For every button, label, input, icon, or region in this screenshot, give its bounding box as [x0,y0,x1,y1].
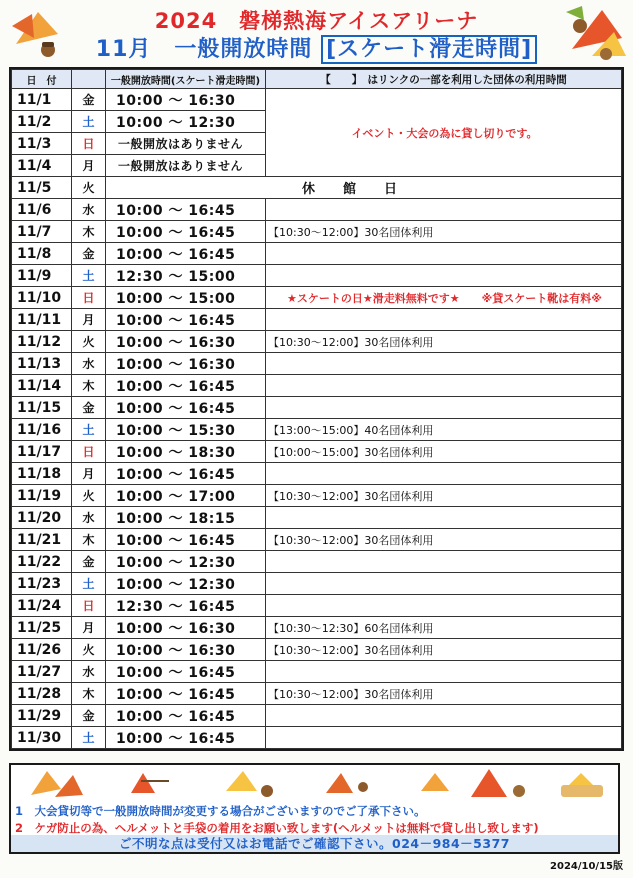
skate-time-bracket-label: [スケート滑走時間] [321,35,537,64]
day-of-week-cell: 日 [72,133,106,155]
page-subtitle [0,32,633,63]
dow-column-header [72,70,106,89]
date-cell: 11/13 [12,353,72,375]
open-time-cell: 10:00 ～ 12:30 [106,573,266,595]
date-cell: 11/17 [12,441,72,463]
group-use-note-cell: 【10:30～12:30】60名団体利用 [266,617,622,639]
open-time-cell: 10:00 ～ 17:00 [106,485,266,507]
date-cell: 11/23 [12,573,72,595]
group-use-note-cell: 【13:00～15:00】40名団体利用 [266,419,622,441]
group-use-note-cell [266,507,622,529]
open-time-cell: 10:00 ～ 12:30 [106,111,266,133]
date-cell: 11/1 [12,89,72,111]
day-of-week-cell: 火 [72,485,106,507]
day-of-week-cell: 土 [72,727,106,749]
open-time-cell: 10:00 ～ 16:45 [106,683,266,705]
date-cell: 11/21 [12,529,72,551]
page-title: 2024 磐梯熱海アイスアリーナ [154,9,479,33]
open-time-cell: 10:00 ～ 16:45 [106,375,266,397]
day-of-week-cell: 水 [72,199,106,221]
day-of-week-cell: 木 [72,221,106,243]
group-use-note-cell [266,309,622,331]
table-row [12,375,622,397]
table-row [12,661,622,683]
table-row [12,529,622,551]
group-use-note-cell [266,397,622,419]
day-of-week-cell: 木 [72,375,106,397]
group-use-note-cell: 【10:30～12:00】30名団体利用 [266,683,622,705]
table-row [12,265,622,287]
autumn-leaves-footer-decoration [21,767,611,801]
group-use-note-cell [266,727,622,749]
day-of-week-cell: 木 [72,683,106,705]
event-charter-note: イベント・大会の為に貸し切りです。 [266,89,622,177]
open-time-cell: 10:00 ～ 16:45 [106,661,266,683]
open-time-cell: 10:00 ～ 12:30 [106,551,266,573]
group-use-note-cell [266,463,622,485]
table-row [12,221,622,243]
group-use-note-cell [266,595,622,617]
open-time-cell: 10:00 ～ 16:30 [106,617,266,639]
day-of-week-cell: 土 [72,419,106,441]
open-time-cell: 10:00 ～ 18:30 [106,441,266,463]
date-cell: 11/6 [12,199,72,221]
day-of-week-cell: 金 [72,551,106,573]
day-of-week-cell: 金 [72,89,106,111]
group-use-note-cell [266,353,622,375]
date-cell: 11/2 [12,111,72,133]
date-cell: 11/15 [12,397,72,419]
table-row [12,485,622,507]
date-cell: 11/24 [12,595,72,617]
day-of-week-cell: 日 [72,287,106,309]
table-row [12,177,622,199]
day-of-week-cell: 水 [72,353,106,375]
group-use-note-cell: 【10:30～12:00】30名団体利用 [266,639,622,661]
day-of-week-cell: 日 [72,595,106,617]
table-row [12,727,622,749]
footer-notes [9,763,620,854]
date-cell: 11/19 [12,485,72,507]
open-time-cell: 10:00 ～ 16:45 [106,199,266,221]
day-of-week-cell: 火 [72,331,106,353]
day-of-week-cell: 月 [72,617,106,639]
day-of-week-cell: 木 [72,529,106,551]
day-of-week-cell: 土 [72,265,106,287]
notice-helmet-gloves: 2 ケガ防止の為、ヘルメットと手袋の着用をお願い致します(ヘルメットは無料で貸し出し致します) [15,821,539,835]
table-row [12,595,622,617]
month-label: 11月 一般開放時間 [95,37,313,62]
date-cell: 11/8 [12,243,72,265]
date-cell: 11/28 [12,683,72,705]
date-column-header: 日 付 [12,70,72,89]
open-time-cell: 10:00 ～ 16:45 [106,397,266,419]
open-time-cell: 10:00 ～ 16:30 [106,353,266,375]
open-time-cell: 一般開放はありません [106,133,266,155]
open-time-cell: 12:30 ～ 15:00 [106,265,266,287]
group-use-note-cell: 【10:30～12:00】30名団体利用 [266,529,622,551]
day-of-week-cell: 水 [72,661,106,683]
open-time-cell: 一般開放はありません [106,155,266,177]
open-time-cell: 10:00 ～ 16:45 [106,529,266,551]
open-time-cell: 10:00 ～ 16:30 [106,639,266,661]
table-row [12,463,622,485]
version-label: 2024/10/15版 [550,861,623,872]
date-cell: 11/3 [12,133,72,155]
date-cell: 11/4 [12,155,72,177]
table-row [12,353,622,375]
date-cell: 11/18 [12,463,72,485]
day-of-week-cell: 金 [72,243,106,265]
table-row [12,331,622,353]
group-use-note-cell [266,661,622,683]
note-column-header: 【 】 はリンクの一部を利用した団体の利用時間 [266,70,622,89]
date-cell: 11/16 [12,419,72,441]
date-cell: 11/11 [12,309,72,331]
day-of-week-cell: 月 [72,463,106,485]
table-row [12,617,622,639]
closed-day-label: 休館日 [301,182,425,197]
schedule-table [9,67,624,751]
group-use-note-cell [266,551,622,573]
open-time-cell: 10:00 ～ 16:30 [106,331,266,353]
day-of-week-cell: 金 [72,397,106,419]
day-of-week-cell: 金 [72,705,106,727]
table-row [12,551,622,573]
open-time-cell: 12:30 ～ 16:45 [106,595,266,617]
table-row [12,705,622,727]
group-use-note-cell: 【10:00～15:00】30名団体利用 [266,441,622,463]
group-use-note-cell [266,243,622,265]
date-cell: 11/29 [12,705,72,727]
day-of-week-cell: 火 [72,177,106,199]
notice-schedule-change: 1 大会貸切等で一般開放時間が変更する場合がございますのでご了承下さい。 [15,804,426,818]
group-use-note-cell: 【10:30～12:00】30名団体利用 [266,331,622,353]
group-use-note-cell: ★スケートの日★滑走料無料です★ ※貸スケート靴は有料※ [266,287,622,309]
table-row [12,287,622,309]
table-row [12,639,622,661]
date-cell: 11/14 [12,375,72,397]
day-of-week-cell: 月 [72,309,106,331]
group-use-note-cell [266,573,622,595]
open-time-cell: 10:00 ～ 15:00 [106,287,266,309]
open-time-cell: 10:00 ～ 16:45 [106,727,266,749]
date-cell: 11/5 [12,177,72,199]
open-time-cell: 10:00 ～ 15:30 [106,419,266,441]
table-row [12,683,622,705]
open-time-cell: 10:00 ～ 16:45 [106,705,266,727]
group-use-note-cell [266,199,622,221]
date-cell: 11/10 [12,287,72,309]
open-time-cell: 10:00 ～ 16:45 [106,221,266,243]
day-of-week-cell: 土 [72,111,106,133]
table-row [12,89,622,111]
date-cell: 11/25 [12,617,72,639]
time-column-header: 一般開放時間(スケート滑走時間) [106,70,266,89]
day-of-week-cell: 火 [72,639,106,661]
date-cell: 11/26 [12,639,72,661]
group-use-note-cell [266,265,622,287]
date-cell: 11/12 [12,331,72,353]
day-of-week-cell: 土 [72,573,106,595]
date-cell: 11/27 [12,661,72,683]
date-cell: 11/20 [12,507,72,529]
table-row [12,507,622,529]
contact-info: ご不明な点は受付又はお電話でご確認下さい。024－984－5377 [11,835,618,852]
group-use-note-cell [266,705,622,727]
table-header-row [12,70,622,89]
table-row [12,441,622,463]
day-of-week-cell: 日 [72,441,106,463]
table-row [12,199,622,221]
table-row [12,397,622,419]
table-row [12,309,622,331]
table-row [12,573,622,595]
table-row [12,243,622,265]
date-cell: 11/9 [12,265,72,287]
group-use-note-cell: 【10:30～12:00】30名団体利用 [266,221,622,243]
date-cell: 11/30 [12,727,72,749]
closed-day-cell [106,177,622,199]
date-cell: 11/22 [12,551,72,573]
date-cell: 11/7 [12,221,72,243]
open-time-cell: 10:00 ～ 16:30 [106,89,266,111]
group-use-note-cell [266,375,622,397]
table-row [12,419,622,441]
day-of-week-cell: 水 [72,507,106,529]
open-time-cell: 10:00 ～ 18:15 [106,507,266,529]
open-time-cell: 10:00 ～ 16:45 [106,243,266,265]
open-time-cell: 10:00 ～ 16:45 [106,463,266,485]
group-use-note-cell: 【10:30～12:00】30名団体利用 [266,485,622,507]
day-of-week-cell: 月 [72,155,106,177]
open-time-cell: 10:00 ～ 16:45 [106,309,266,331]
